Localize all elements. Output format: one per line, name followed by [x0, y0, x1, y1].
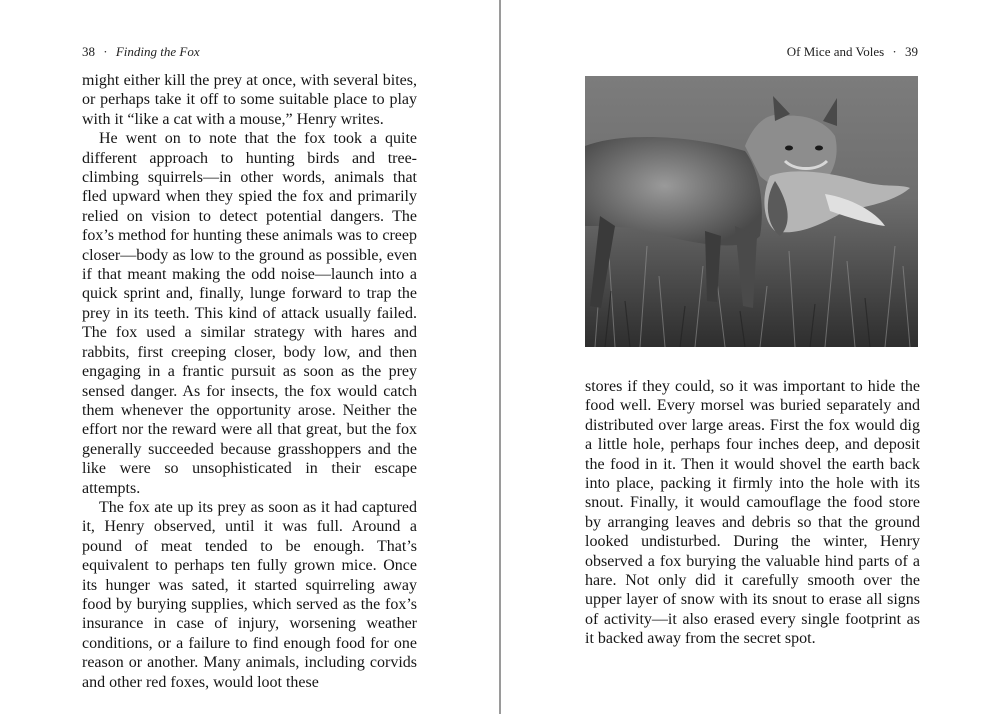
- right-head-separator: ·: [892, 44, 897, 59]
- left-running-head: [82, 44, 200, 60]
- left-paragraph-2: He went on to note that the fox took a quite different approach to hunting birds and tree-climbing squirrels—in other words, animals that fled upward when they spied the fox and primarily relied on vision to detect potential dangers. The fox’s method for hunting these animals was to creep closer—body as low to the ground as possible, even if that meant making the odd noise—launch into a quick sprint and, finally, lunge forward to trap the prey in its teeth. This kind of attack usually failed. The fox used a similar strategy with hares and rabbits, first creeping closer, body low, and then engaging in a frantic pursuit as soon as the prey sensed danger. As for insects, the fox would catch them whenever the opportunity arose. Neither the effort nor the reward were all that great, but the fox generally succeeded because grasshoppers and the like were so unsophisticated in their escape attempts.: [82, 130, 417, 497]
- left-head-separator: ·: [103, 44, 108, 59]
- left-body-text: [82, 71, 417, 692]
- left-running-title: Finding the Fox: [115, 44, 200, 59]
- right-running-title: Of Mice and Voles: [786, 44, 885, 59]
- left-folio: 38: [82, 44, 95, 59]
- fox-with-bird-photo: [585, 76, 918, 347]
- right-body-text: [585, 377, 920, 649]
- right-page: [501, 0, 1000, 714]
- right-folio: 39: [905, 44, 918, 59]
- right-paragraph-1: stores if they could, so it was important to hide the food well. Every morsel was buried separately and distributed over large areas. First the fox would dig a little hole, perhaps four inches deep, and deposit the food in it. Then it would shovel the earth back into place, packing it firmly into the hole with its snout. Finally, it would camouflage the food store by arranging leaves and debris so that the ground looked undisturbed. During the winter, Henry observed a fox burying the valuable hind parts of a hare. Not only did it carefully smooth over the upper layer of snow with its snout to erase all signs of activity—it also erased every single footprint as it backed away from the secret spot.: [585, 378, 920, 648]
- right-running-head: [787, 44, 918, 60]
- left-page: [0, 0, 499, 714]
- left-paragraph-1: might either kill the prey at once, with several bites, or perhaps take it off to some suitable place to play with it “like a cat with a mouse,” Henry writes.: [82, 72, 417, 128]
- left-paragraph-3: The fox ate up its prey as soon as it had captured it, Henry observed, until it was full. Around a pound of meat tended to be enough. That’s equivalent to perhaps ten fully grown mice. Once its hunger was sated, it started squirreling away food by burying supplies, which served as the fox’s insurance in case of injury, worsening weather conditions, or a failure to find enough food for one reason or another. Many animals, including corvids and other red foxes, would loot these: [82, 498, 417, 691]
